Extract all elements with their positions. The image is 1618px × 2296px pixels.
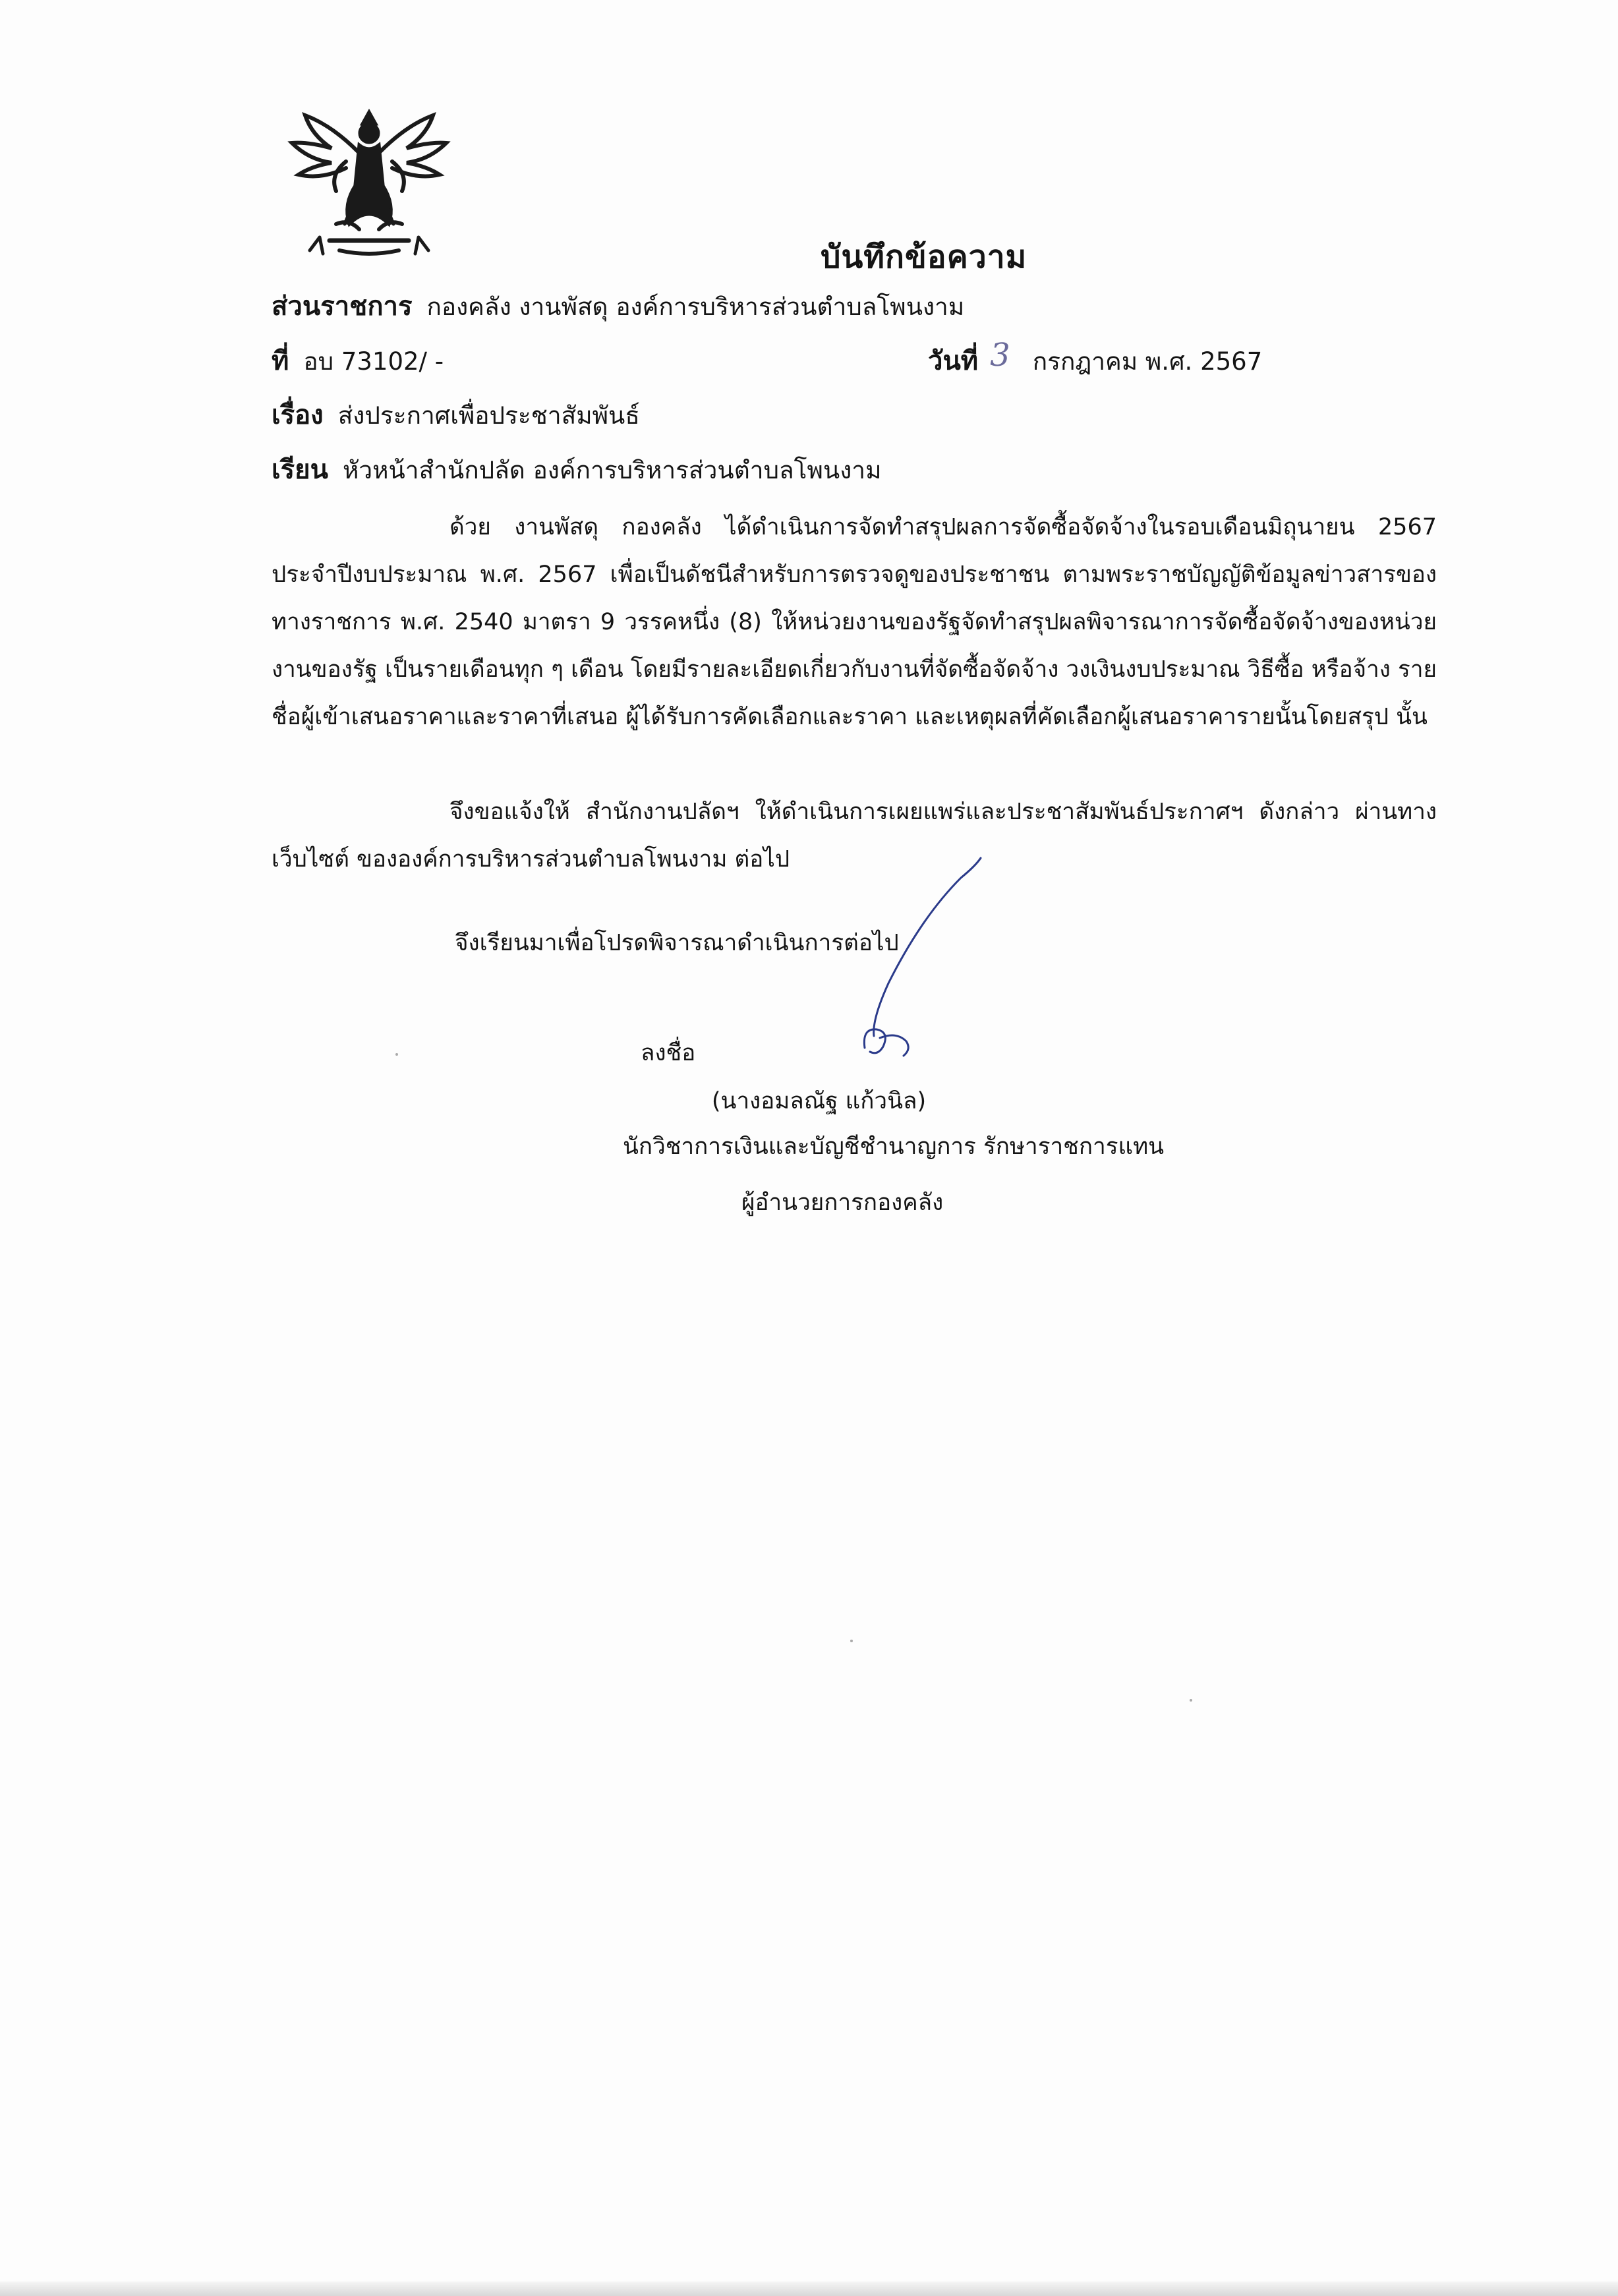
signer-position-2: ผู้อำนวยการกองคลัง: [741, 1190, 944, 1216]
department-label: ส่วนราชการ: [272, 291, 413, 322]
signer-position: นักวิชาการเงินและบัญชีชำนาญการ รักษาราชการแทน: [623, 1134, 1165, 1160]
subject-value: ส่งประกาศเพื่อประชาสัมพันธ์: [337, 401, 640, 430]
signer-name-text: (นางอมลณัฐ แก้วนิล): [711, 1088, 927, 1114]
signer-name: [0, 1083, 1618, 1119]
recipient-line: [272, 448, 881, 490]
garuda-emblem-icon: [280, 99, 458, 267]
subject-line: [272, 393, 640, 436]
scan-speck: [1190, 1699, 1192, 1702]
body-paragraph-1: ด้วย งานพัสดุ กองคลัง ได้ดำเนินการจัดทำสรุปผลการจัดซื้อจัดจ้างในรอบเดือนมิถุนายน 2567 ประจำปีงบประมาณ พ.ศ. 2567 เพื่อเป็นดัชนีสำหรับการตรวจดูของประชาชน ตามพระราชบัญญัติข้อมูลข่าวสารของทางราชการ พ.ศ. 2540 มาตรา 9 วรรคหนึ่ง (8) ให้หน่วยงานของรัฐจัดทำสรุปผลพิจารณาการจัดซื้อจัดจ้างของหน่วยงานของรัฐ เป็นรายเดือนทุก ๆ เดือน โดยมีรายละเอียดเกี่ยวกับงานที่จัดซื้อจัดจ้าง วงเงินงบประมาณ วิธีซื้อ หรือจ้าง รายชื่อผู้เข้าเสนอราคาและราคาที่เสนอ ผู้ได้รับการคัดเลือกและราคา และเหตุผลที่คัดเลือกผู้เสนอราคารายนั้นโดยสรุป นั้น: [272, 514, 1437, 730]
memo-title: บันทึกข้อความ: [821, 239, 1027, 275]
reference-line: [272, 339, 444, 382]
sign-label: ลงชื่อ: [641, 1040, 696, 1066]
scan-speck: [850, 1640, 853, 1642]
subject-label: เรื่อง: [272, 400, 324, 430]
scan-speck: [395, 1053, 398, 1056]
body-paragraph-2: จึงขอแจ้งให้ สำนักงานปลัดฯ ให้ดำเนินการเผยแพร่และประชาสัมพันธ์ประกาศฯ ดังกล่าว ผ่านทางเว็บไซต์ ขององค์การบริหารส่วนตำบลโพนงาม ต่อไป: [272, 799, 1437, 873]
reference-label: ที่: [272, 346, 289, 376]
recipient-value: หัวหน้าสำนักปลัด องค์การบริหารส่วนตำบลโพนงาม: [342, 456, 882, 484]
reference-value: อบ 73102/ -: [303, 347, 444, 376]
department-value: กองคลัง งานพัสดุ องค์การบริหารส่วนตำบลโพนงาม: [426, 293, 965, 321]
department-line: [272, 285, 964, 327]
recipient-label: เรียน: [272, 455, 328, 485]
date-label: วันที่: [928, 346, 979, 376]
handwritten-signature: [817, 850, 1002, 1081]
date-line: [928, 339, 1262, 382]
date-day-handwritten: 3: [990, 337, 1010, 374]
date-value: กรกฎาคม พ.ศ. 2567: [1032, 347, 1263, 376]
closing-line: จึงเรียนมาเพื่อโปรดพิจารณาดำเนินการต่อไป: [455, 930, 899, 956]
scan-edge: [0, 2282, 1618, 2296]
